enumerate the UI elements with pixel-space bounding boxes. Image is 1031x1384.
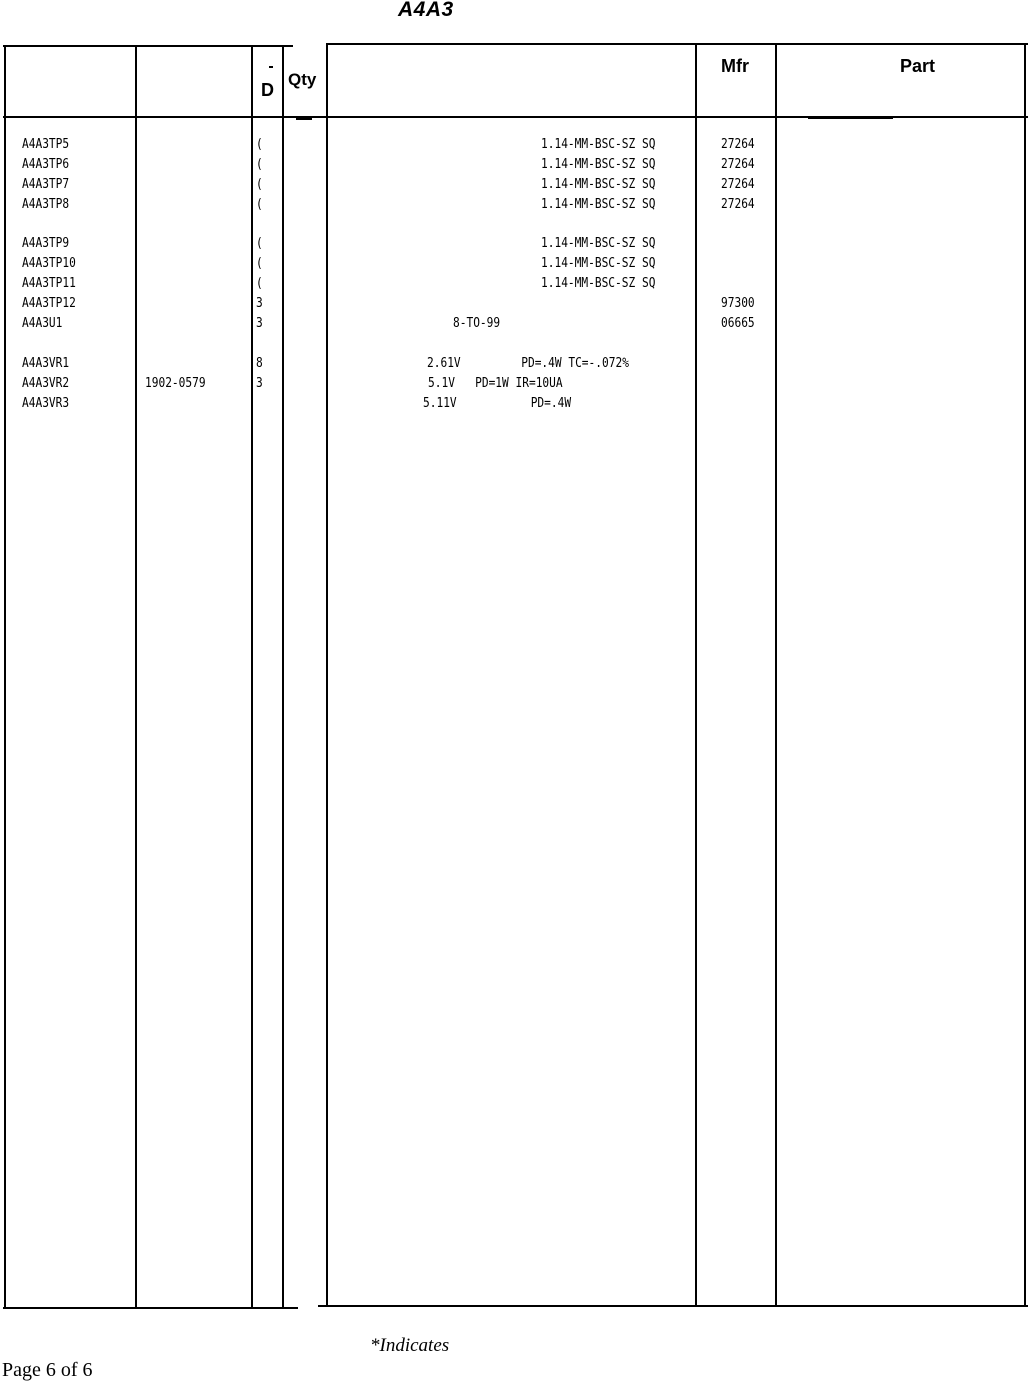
ref-designator: A4A3TP11	[22, 276, 76, 291]
table-bottom-border-right	[318, 1305, 1028, 1307]
description: 5.11V PD=.4W	[423, 396, 572, 411]
ref-designator: A4A3VR2	[22, 376, 70, 391]
table-bottom-border-left	[3, 1307, 298, 1309]
d-code: 3	[256, 296, 263, 311]
header-qty: Qty	[288, 70, 317, 89]
col-line-3	[282, 45, 284, 1309]
ref-designator: A4A3VR3	[22, 396, 70, 411]
d-code: (	[256, 157, 263, 172]
description: 1.14-MM-BSC-SZ SQ	[541, 236, 656, 251]
mfr-code: 06665	[721, 316, 755, 331]
table-top-border-right	[328, 43, 1028, 45]
header-tick-d	[269, 66, 273, 68]
ref-designator: A4A3TP10	[22, 256, 76, 271]
footer-note: *Indicates	[370, 1335, 450, 1356]
description: 1.14-MM-BSC-SZ SQ	[541, 276, 656, 291]
ref-designator: A4A3TP7	[22, 177, 70, 192]
description: 1.14-MM-BSC-SZ SQ	[541, 157, 656, 172]
ref-designator: A4A3TP5	[22, 137, 70, 152]
d-code: (	[256, 177, 263, 192]
page-title: A4A3	[398, 0, 454, 21]
description: 1.14-MM-BSC-SZ SQ	[541, 197, 656, 212]
ref-designator: A4A3TP8	[22, 197, 70, 212]
header-tick-qty	[296, 118, 312, 120]
header-tick-part	[808, 117, 893, 119]
d-code: (	[256, 137, 263, 152]
mfr-code: 27264	[721, 137, 755, 152]
col-line-1	[135, 45, 137, 1309]
description: 5.1V PD=1W IR=10UA	[428, 376, 563, 391]
ref-designator: A4A3TP9	[22, 236, 70, 251]
description: 8-TO-99	[453, 316, 501, 331]
d-code: 8	[256, 356, 263, 371]
col-line-left	[4, 45, 6, 1309]
header-d: D	[261, 80, 274, 100]
col-line-5	[695, 43, 697, 1307]
ref-designator: A4A3TP12	[22, 296, 76, 311]
mfr-code: 27264	[721, 177, 755, 192]
table-top-border-left	[3, 45, 293, 47]
col-line-right	[1024, 43, 1026, 1307]
ref-designator: A4A3U1	[22, 316, 63, 331]
col-line-6	[775, 43, 777, 1307]
col-line-2	[251, 45, 253, 1309]
description: 2.61V PD=.4W TC=-.072%	[427, 356, 629, 371]
mfr-code: 97300	[721, 296, 755, 311]
col-line-4	[326, 43, 328, 1307]
ref-designator: A4A3TP6	[22, 157, 70, 172]
description: 1.14-MM-BSC-SZ SQ	[541, 256, 656, 271]
d-code: (	[256, 197, 263, 212]
ref-designator: A4A3VR1	[22, 356, 70, 371]
d-code: 3	[256, 376, 263, 391]
part-number: 1902-0579	[145, 376, 206, 391]
d-code: (	[256, 236, 263, 251]
d-code: (	[256, 256, 263, 271]
description: 1.14-MM-BSC-SZ SQ	[541, 177, 656, 192]
page-number: Page 6 of 6	[2, 1359, 93, 1381]
mfr-code: 27264	[721, 197, 755, 212]
d-code: 3	[256, 316, 263, 331]
description: 1.14-MM-BSC-SZ SQ	[541, 137, 656, 152]
d-code: (	[256, 276, 263, 291]
header-part: Part	[900, 56, 936, 76]
mfr-code: 27264	[721, 157, 755, 172]
header-mfr: Mfr	[721, 56, 749, 76]
